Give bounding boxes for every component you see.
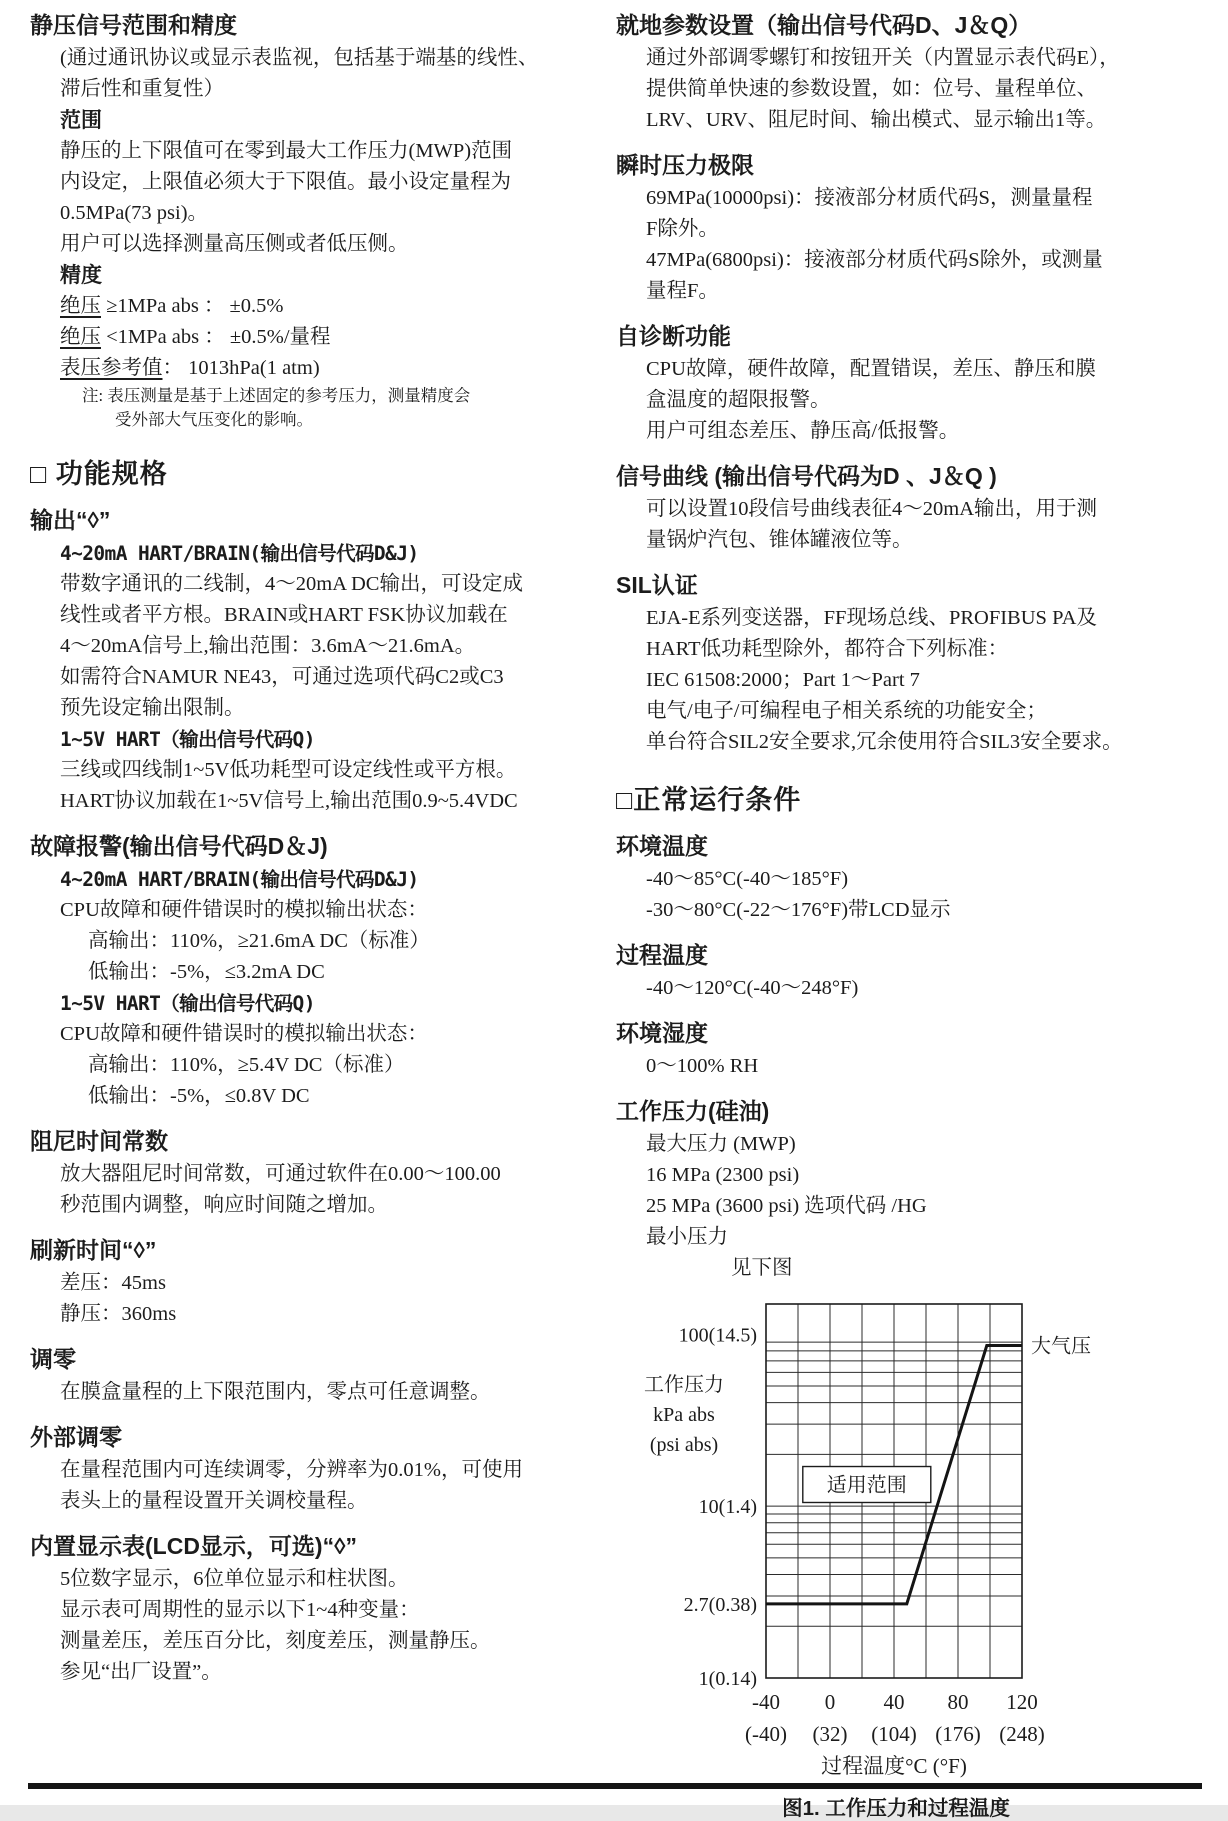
heading-output: 输出“◊” [30, 507, 111, 533]
heading-signal-curve: 信号曲线 (输出信号代码为D 、J＆Q ) [616, 463, 997, 489]
heading-accuracy: 精度 [60, 264, 102, 287]
text-line: 静压：360ms [60, 1303, 177, 1325]
text-line: 显示表可周期性的显示以下1~4种变量： [60, 1599, 420, 1621]
underlined-term: 绝压 [60, 326, 101, 348]
heading-update-time: 刷新时间“◊” [30, 1237, 157, 1263]
underlined-term: 表压参考值 [60, 357, 163, 379]
text-line: 5位数字显示，6位单位显示和柱状图。 [60, 1568, 409, 1590]
figure1-chart [616, 1288, 1216, 1784]
text-line: 47MPa(6800psi)：接液部分材质代码S除外，或测量 [646, 249, 1103, 271]
text-line: -30～80°C(-22～176°F)带LCD显示 [646, 899, 951, 921]
heading-sil-certification: SIL认证 [616, 572, 698, 598]
note-line: 受外部大气压变化的影响。 [115, 410, 313, 429]
x-tick-label-f: (32) [812, 1722, 848, 1746]
heading-process-temperature: 过程温度 [616, 942, 708, 968]
text-line: F除外。 [646, 218, 719, 240]
applicable-range-label: 适用范围 [826, 1474, 907, 1497]
text-line: 滞后性和重复性） [60, 78, 224, 100]
text-line: 见下图 [731, 1257, 793, 1279]
text-line: 用户可以选择测量高压侧或者低压侧。 [60, 233, 409, 255]
text-line: 0～100% RH [646, 1055, 759, 1077]
x-tick-label-c: -40 [752, 1690, 780, 1714]
text-line: 用户可组态差压、静压高/低报警。 [646, 420, 960, 442]
text-line: 电气/电子/可编程电子相关系统的功能安全； [646, 700, 1047, 722]
y-axis-title: kPa abs [653, 1404, 715, 1426]
heading-overpressure-limit: 瞬时压力极限 [616, 152, 754, 178]
text-span: <1MPa abs ： ±0.5%/量程 [101, 326, 331, 348]
y-tick-label: 2.7(0.38) [683, 1593, 757, 1616]
text-line: HART协议加载在1~5V信号上,输出范围0.9~5.4VDC [60, 790, 518, 812]
text-line: 静压的上下限值可在零到最大工作压力(MWP)范围 [60, 140, 513, 162]
text-line: 提供简单快速的参数设置，如：位号、量程单位、 [646, 78, 1097, 100]
text-line: 在膜盒量程的上下限范围内，零点可任意调整。 [60, 1381, 491, 1403]
text-line: 0.5MPa(73 psi)。 [60, 202, 209, 224]
atmosphere-label: 大气压 [1031, 1335, 1091, 1358]
text-line: -40～120°C(-40～248°F) [646, 977, 859, 999]
y-axis-title: 工作压力 [644, 1374, 724, 1396]
text-line: 可以设置10段信号曲线表征4～20mA输出，用于测 [646, 498, 1097, 520]
underlined-term: 绝压 [60, 295, 101, 317]
text-line: -40～85°C(-40～185°F) [646, 868, 849, 890]
text-line: CPU故障，硬件故障，配置错误，差压、静压和膜 [646, 358, 1096, 380]
heading-self-diagnostics: 自诊断功能 [616, 323, 731, 349]
text-line: 69MPa(10000psi)：接液部分材质代码S，测量量程 [646, 187, 1093, 209]
text-span: ≥1MPa abs ： ±0.5% [101, 295, 284, 317]
text-line: 三线或四线制1~5V低功耗型可设定线性或平方根。 [60, 759, 517, 781]
y-axis-title: (psi abs) [649, 1434, 719, 1456]
text-line: 放大器阻尼时间常数，可通过软件在0.00～100.00 [60, 1163, 501, 1185]
heading-functional-specs: □ 功能规格 [30, 459, 168, 489]
text-line: 4～20mA信号上,输出范围：3.6mA～21.6mA。 [60, 635, 476, 657]
page-bottom-rule [28, 1783, 1202, 1789]
x-tick-label-f: (248) [999, 1722, 1045, 1746]
heading-working-pressure: 工作压力(硅油) [616, 1098, 770, 1124]
right-column [616, 10, 1218, 1821]
x-tick-label-c: 80 [947, 1690, 969, 1714]
text-line: 量锅炉汽包、锥体罐液位等。 [646, 529, 913, 551]
figure1 [616, 1288, 1218, 1821]
text-line: 在量程范围内可连续调零，分辨率为0.01%，可使用 [60, 1459, 523, 1481]
text-line: 带数字通讯的二线制，4～20mA DC输出，可设定成 [60, 573, 523, 595]
text-line: 25 MPa (3600 psi) 选项代码 /HG [646, 1195, 927, 1217]
subheading-1-5v: 1~5V HART（输出信号代码Q) [60, 728, 315, 751]
subheading-1-5v: 1~5V HART（输出信号代码Q) [60, 992, 315, 1015]
heading-ambient-temperature: 环境温度 [616, 833, 708, 859]
text-line: 如需符合NAMUR NE43，可通过选项代码C2或C3 [60, 666, 504, 688]
heading-range: 范围 [60, 109, 102, 132]
text-line: 高输出：110%，≥21.6mA DC（标准） [88, 930, 430, 952]
text-line: 16 MPa (2300 psi) [646, 1164, 800, 1186]
heading-failure-alarm: 故障报警(输出信号代码D＆J) [30, 833, 328, 859]
text-line [60, 353, 586, 384]
x-tick-label-f: (104) [871, 1722, 917, 1746]
heading-damping: 阻尼时间常数 [30, 1128, 168, 1154]
heading-local-setup: 就地参数设置（输出信号代码D、J＆Q） [616, 12, 1032, 38]
x-tick-label-c: 120 [1006, 1690, 1038, 1714]
text-line: 低输出：-5%，≤3.2mA DC [88, 961, 325, 983]
text-line: 参见“出厂设置”。 [60, 1661, 222, 1683]
text-line: 线性或者平方根。BRAIN或HART FSK协议加载在 [60, 604, 508, 626]
text-line: 最小压力 [646, 1226, 728, 1248]
x-tick-label-c: 40 [883, 1690, 905, 1714]
y-tick-label: 10(1.4) [698, 1496, 757, 1519]
text-line: (通过通讯协议或显示表监视，包括基于端基的线性、 [60, 47, 539, 69]
text-line: 内设定，上限值必须大于下限值。最小设定量程为 [60, 171, 511, 193]
x-tick-label-c: 0 [824, 1690, 836, 1714]
x-tick-label-f: (-40) [745, 1722, 787, 1746]
text-span: ： 1013hPa(1 atm) [162, 357, 320, 379]
x-axis-title: 过程温度°C (°F) [821, 1754, 967, 1778]
text-line: 表头上的量程设置开关调校量程。 [60, 1490, 368, 1512]
subheading-4-20ma: 4~20mA HART/BRAIN(输出信号代码D&J) [60, 868, 419, 891]
text-line: 单台符合SIL2安全要求,冗余使用符合SIL3安全要求。 [646, 731, 1123, 753]
text-line: 通过外部调零螺钉和按钮开关（内置显示表代码E）， [646, 47, 1120, 69]
note-line: 注: 表压测量是基于上述固定的参考压力，测量精度会 [82, 386, 471, 405]
text-line: CPU故障和硬件错误时的模拟输出状态： [60, 899, 428, 921]
text-line: 测量差压，差压百分比，刻度差压，测量静压。 [60, 1630, 491, 1652]
text-line: CPU故障和硬件错误时的模拟输出状态： [60, 1023, 428, 1045]
y-tick-label: 100(14.5) [678, 1324, 757, 1347]
text-line: HART低功耗型除外，都符合下列标准： [646, 638, 1009, 660]
text-line: IEC 61508:2000；Part 1～Part 7 [646, 669, 920, 691]
text-line: 差压：45ms [60, 1272, 166, 1294]
text-line: EJA-E系列变送器，FF现场总线、PROFIBUS PA及 [646, 607, 1097, 629]
heading-zero-adjust: 调零 [30, 1346, 76, 1372]
left-column [30, 10, 586, 1688]
heading-external-zero: 外部调零 [30, 1424, 122, 1450]
text-line [60, 322, 586, 353]
text-line [60, 291, 586, 322]
text-line: 盒温度的超限报警。 [646, 389, 831, 411]
text-line: LRV、URV、阻尼时间、输出模式、显示输出1等。 [646, 109, 1107, 131]
text-line: 秒范围内调整，响应时间随之增加。 [60, 1194, 388, 1216]
text-line: 预先设定输出限制。 [60, 697, 245, 719]
y-tick-label: 1(0.14) [698, 1668, 757, 1690]
subheading-4-20ma: 4~20mA HART/BRAIN(输出信号代码D&J) [60, 542, 419, 565]
heading-normal-operating-conditions: □正常运行条件 [616, 785, 802, 815]
heading-lcd-indicator: 内置显示表(LCD显示，可选)“◊” [30, 1533, 357, 1559]
text-line: 低输出：-5%，≤0.8V DC [88, 1085, 310, 1107]
figure1-caption: 图1. 工作压力和过程温度 [782, 1797, 1010, 1820]
x-tick-label-f: (176) [935, 1722, 981, 1746]
text-line: 高输出：110%，≥5.4V DC（标准） [88, 1054, 405, 1076]
text-line: 量程F。 [646, 280, 719, 302]
heading-static-pressure-accuracy: 静压信号范围和精度 [30, 12, 237, 38]
heading-ambient-humidity: 环境湿度 [616, 1020, 708, 1046]
text-line: 最大压力 (MWP) [646, 1133, 796, 1155]
